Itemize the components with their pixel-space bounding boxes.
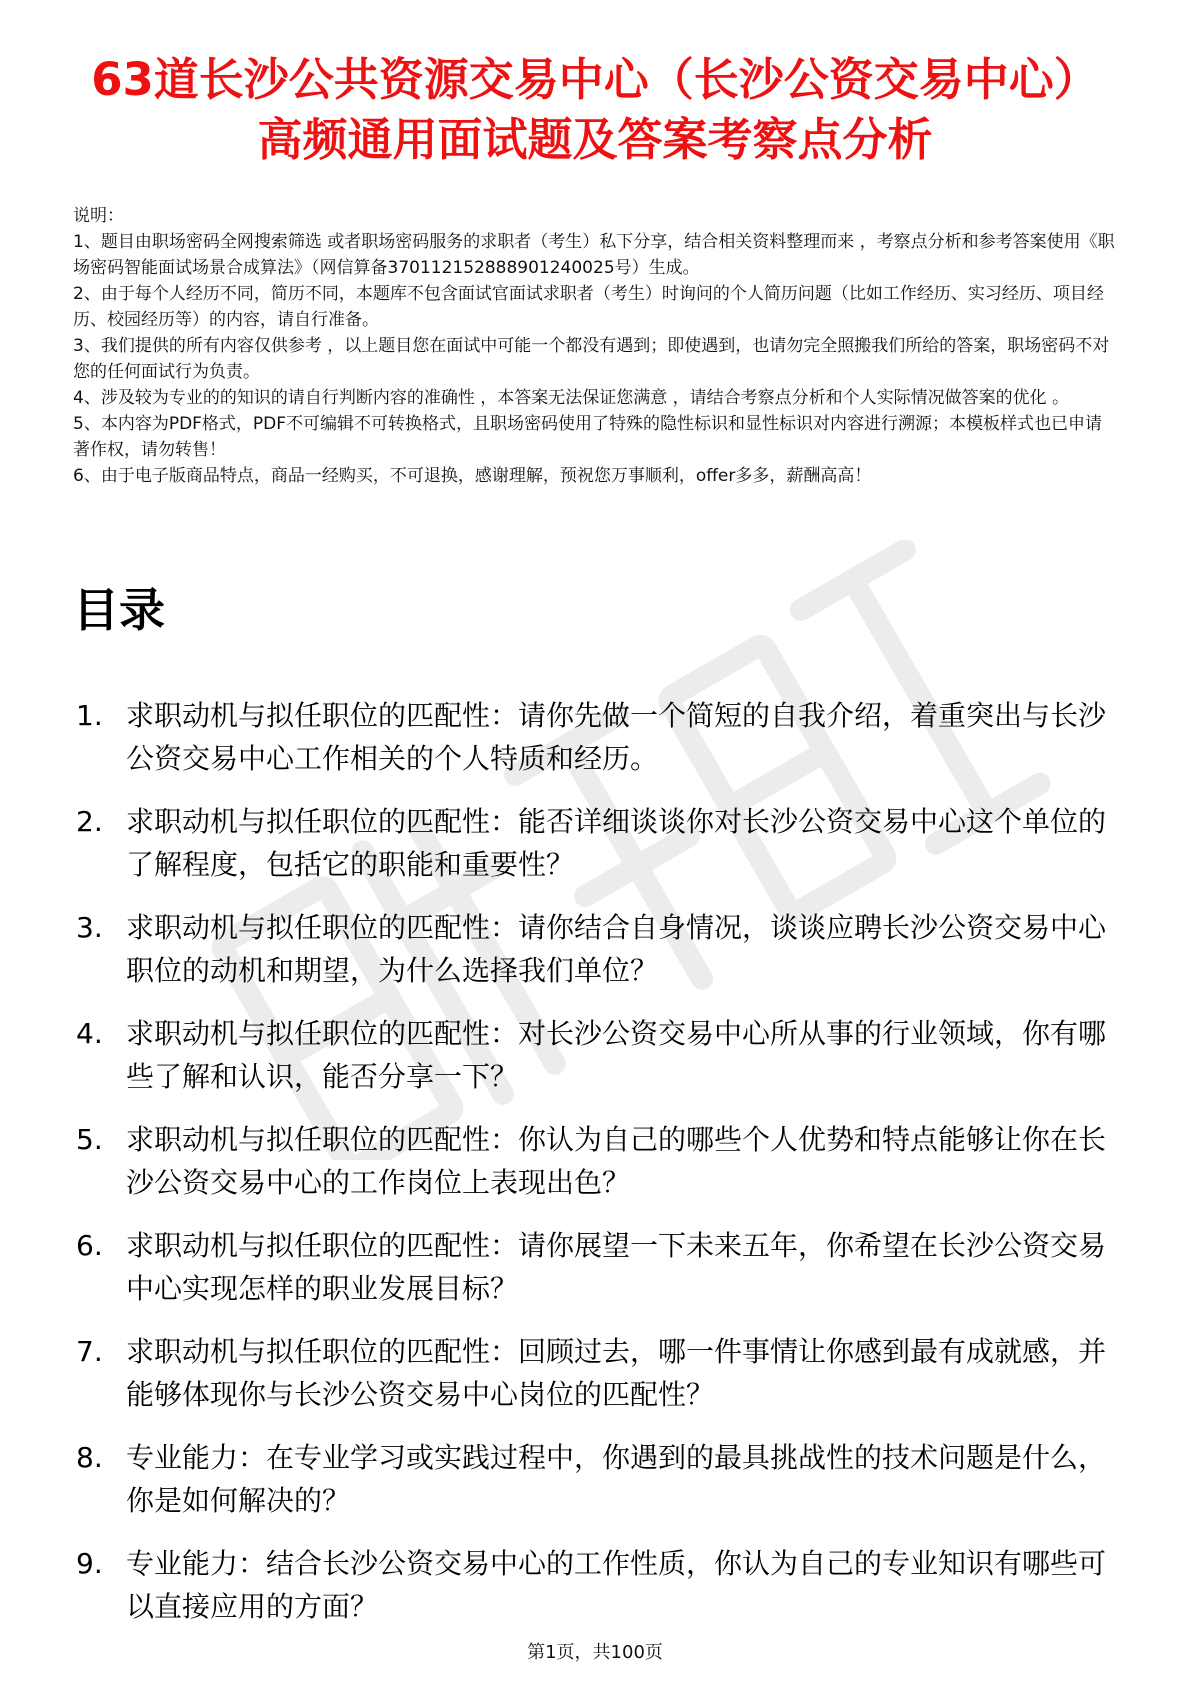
toc-item-text: 专业能力：在专业学习或实践过程中，你遇到的最具挑战性的技术问题是什么，你是如何解决的？ bbox=[126, 1441, 1107, 1517]
note-item: 1、题目由职场密码全网搜索筛选 或者职场密码服务的求职者（考生）私下分享，结合相关资料整理而来 ，考察点分析和参考答案使用《职场密码智能面试场景合成算法》（网信算备370112152888901240025号）生成。 bbox=[73, 232, 1115, 278]
toc-item-number: 7. bbox=[76, 1335, 103, 1368]
table-of-contents bbox=[0, 694, 1190, 1648]
note-item: 5、本内容为PDF格式，PDF不可编辑不可转换格式，且职场密码使用了特殊的隐性标识和显性标识对内容进行溯源；本模板样式也已申请著作权，请勿转售！ bbox=[73, 414, 1103, 460]
notes-heading: 说明： bbox=[73, 206, 124, 226]
toc-item-text: 求职动机与拟任职位的匹配性：请你先做一个简短的自我介绍，着重突出与长沙公资交易中心工作相关的个人特质和经历。 bbox=[126, 699, 1107, 775]
notes-section bbox=[73, 203, 1118, 489]
toc-item-number: 9. bbox=[76, 1547, 103, 1580]
toc-item[interactable] bbox=[0, 1012, 1190, 1118]
toc-item-number: 1. bbox=[76, 699, 103, 732]
toc-item-number: 2. bbox=[76, 805, 103, 838]
toc-item-text: 求职动机与拟任职位的匹配性：对长沙公资交易中心所从事的行业领域，你有哪些了解和认识，能否分享一下？ bbox=[126, 1017, 1107, 1093]
note-item: 6、由于电子版商品特点，商品一经购买，不可退换，感谢理解，预祝您万事顺利，offer多多，薪酬高高！ bbox=[73, 466, 872, 486]
toc-item-text: 求职动机与拟任职位的匹配性：你认为自己的哪些个人优势和特点能够让你在长沙公资交易中心的工作岗位上表现出色？ bbox=[126, 1123, 1107, 1199]
toc-item-text: 求职动机与拟任职位的匹配性：请你展望一下未来五年，你希望在长沙公资交易中心实现怎样的职业发展目标？ bbox=[126, 1229, 1107, 1305]
toc-item-text: 求职动机与拟任职位的匹配性：能否详细谈谈你对长沙公资交易中心这个单位的了解程度，包括它的职能和重要性？ bbox=[126, 805, 1107, 881]
toc-item[interactable] bbox=[0, 800, 1190, 906]
toc-item[interactable] bbox=[0, 1224, 1190, 1330]
page-number: 第1页，共100页 bbox=[527, 1642, 663, 1663]
toc-item[interactable] bbox=[0, 1542, 1190, 1648]
toc-item-text: 求职动机与拟任职位的匹配性：请你结合自身情况，谈谈应聘长沙公资交易中心职位的动机和期望，为什么选择我们单位？ bbox=[126, 911, 1107, 987]
note-item: 4、涉及较为专业的的知识的请自行判断内容的准确性 ，本答案无法保证您满意 ，请结合考察点分析和个人实际情况做答案的优化 。 bbox=[73, 388, 1070, 408]
toc-item[interactable] bbox=[0, 1330, 1190, 1436]
toc-item-number: 5. bbox=[76, 1123, 103, 1156]
toc-item-text: 专业能力：结合长沙公资交易中心的工作性质，你认为自己的专业知识有哪些可以直接应用的方面？ bbox=[126, 1547, 1107, 1623]
note-item: 2、由于每个人经历不同，简历不同，本题库不包含面试官面试求职者（考生）时询问的个人简历问题（比如工作经历、实习经历、项目经历、校园经历等）的内容，请自行准备。 bbox=[73, 284, 1104, 330]
toc-item-number: 8. bbox=[76, 1441, 103, 1474]
toc-item[interactable] bbox=[0, 1436, 1190, 1542]
toc-item-number: 3. bbox=[76, 911, 103, 944]
toc-item[interactable] bbox=[0, 906, 1190, 1012]
toc-item-number: 4. bbox=[76, 1017, 103, 1050]
document-title: 63道长沙公共资源交易中心（长沙公资交易中心）高频通用面试题及答案考察点分析 bbox=[91, 53, 1099, 166]
toc-item-text: 求职动机与拟任职位的匹配性：回顾过去，哪一件事情让你感到最有成就感，并能够体现你与长沙公资交易中心岗位的匹配性？ bbox=[126, 1335, 1107, 1411]
toc-item[interactable] bbox=[0, 1118, 1190, 1224]
toc-item[interactable] bbox=[0, 694, 1190, 800]
note-item: 3、我们提供的所有内容仅供参考 ，以上题目您在面试中可能一个都没有遇到；即使遇到，也请勿完全照搬我们所给的答案，职场密码不对您的任何面试行为负责。 bbox=[73, 336, 1110, 382]
toc-item-number: 6. bbox=[76, 1229, 103, 1262]
toc-heading: 目录 bbox=[73, 583, 165, 637]
